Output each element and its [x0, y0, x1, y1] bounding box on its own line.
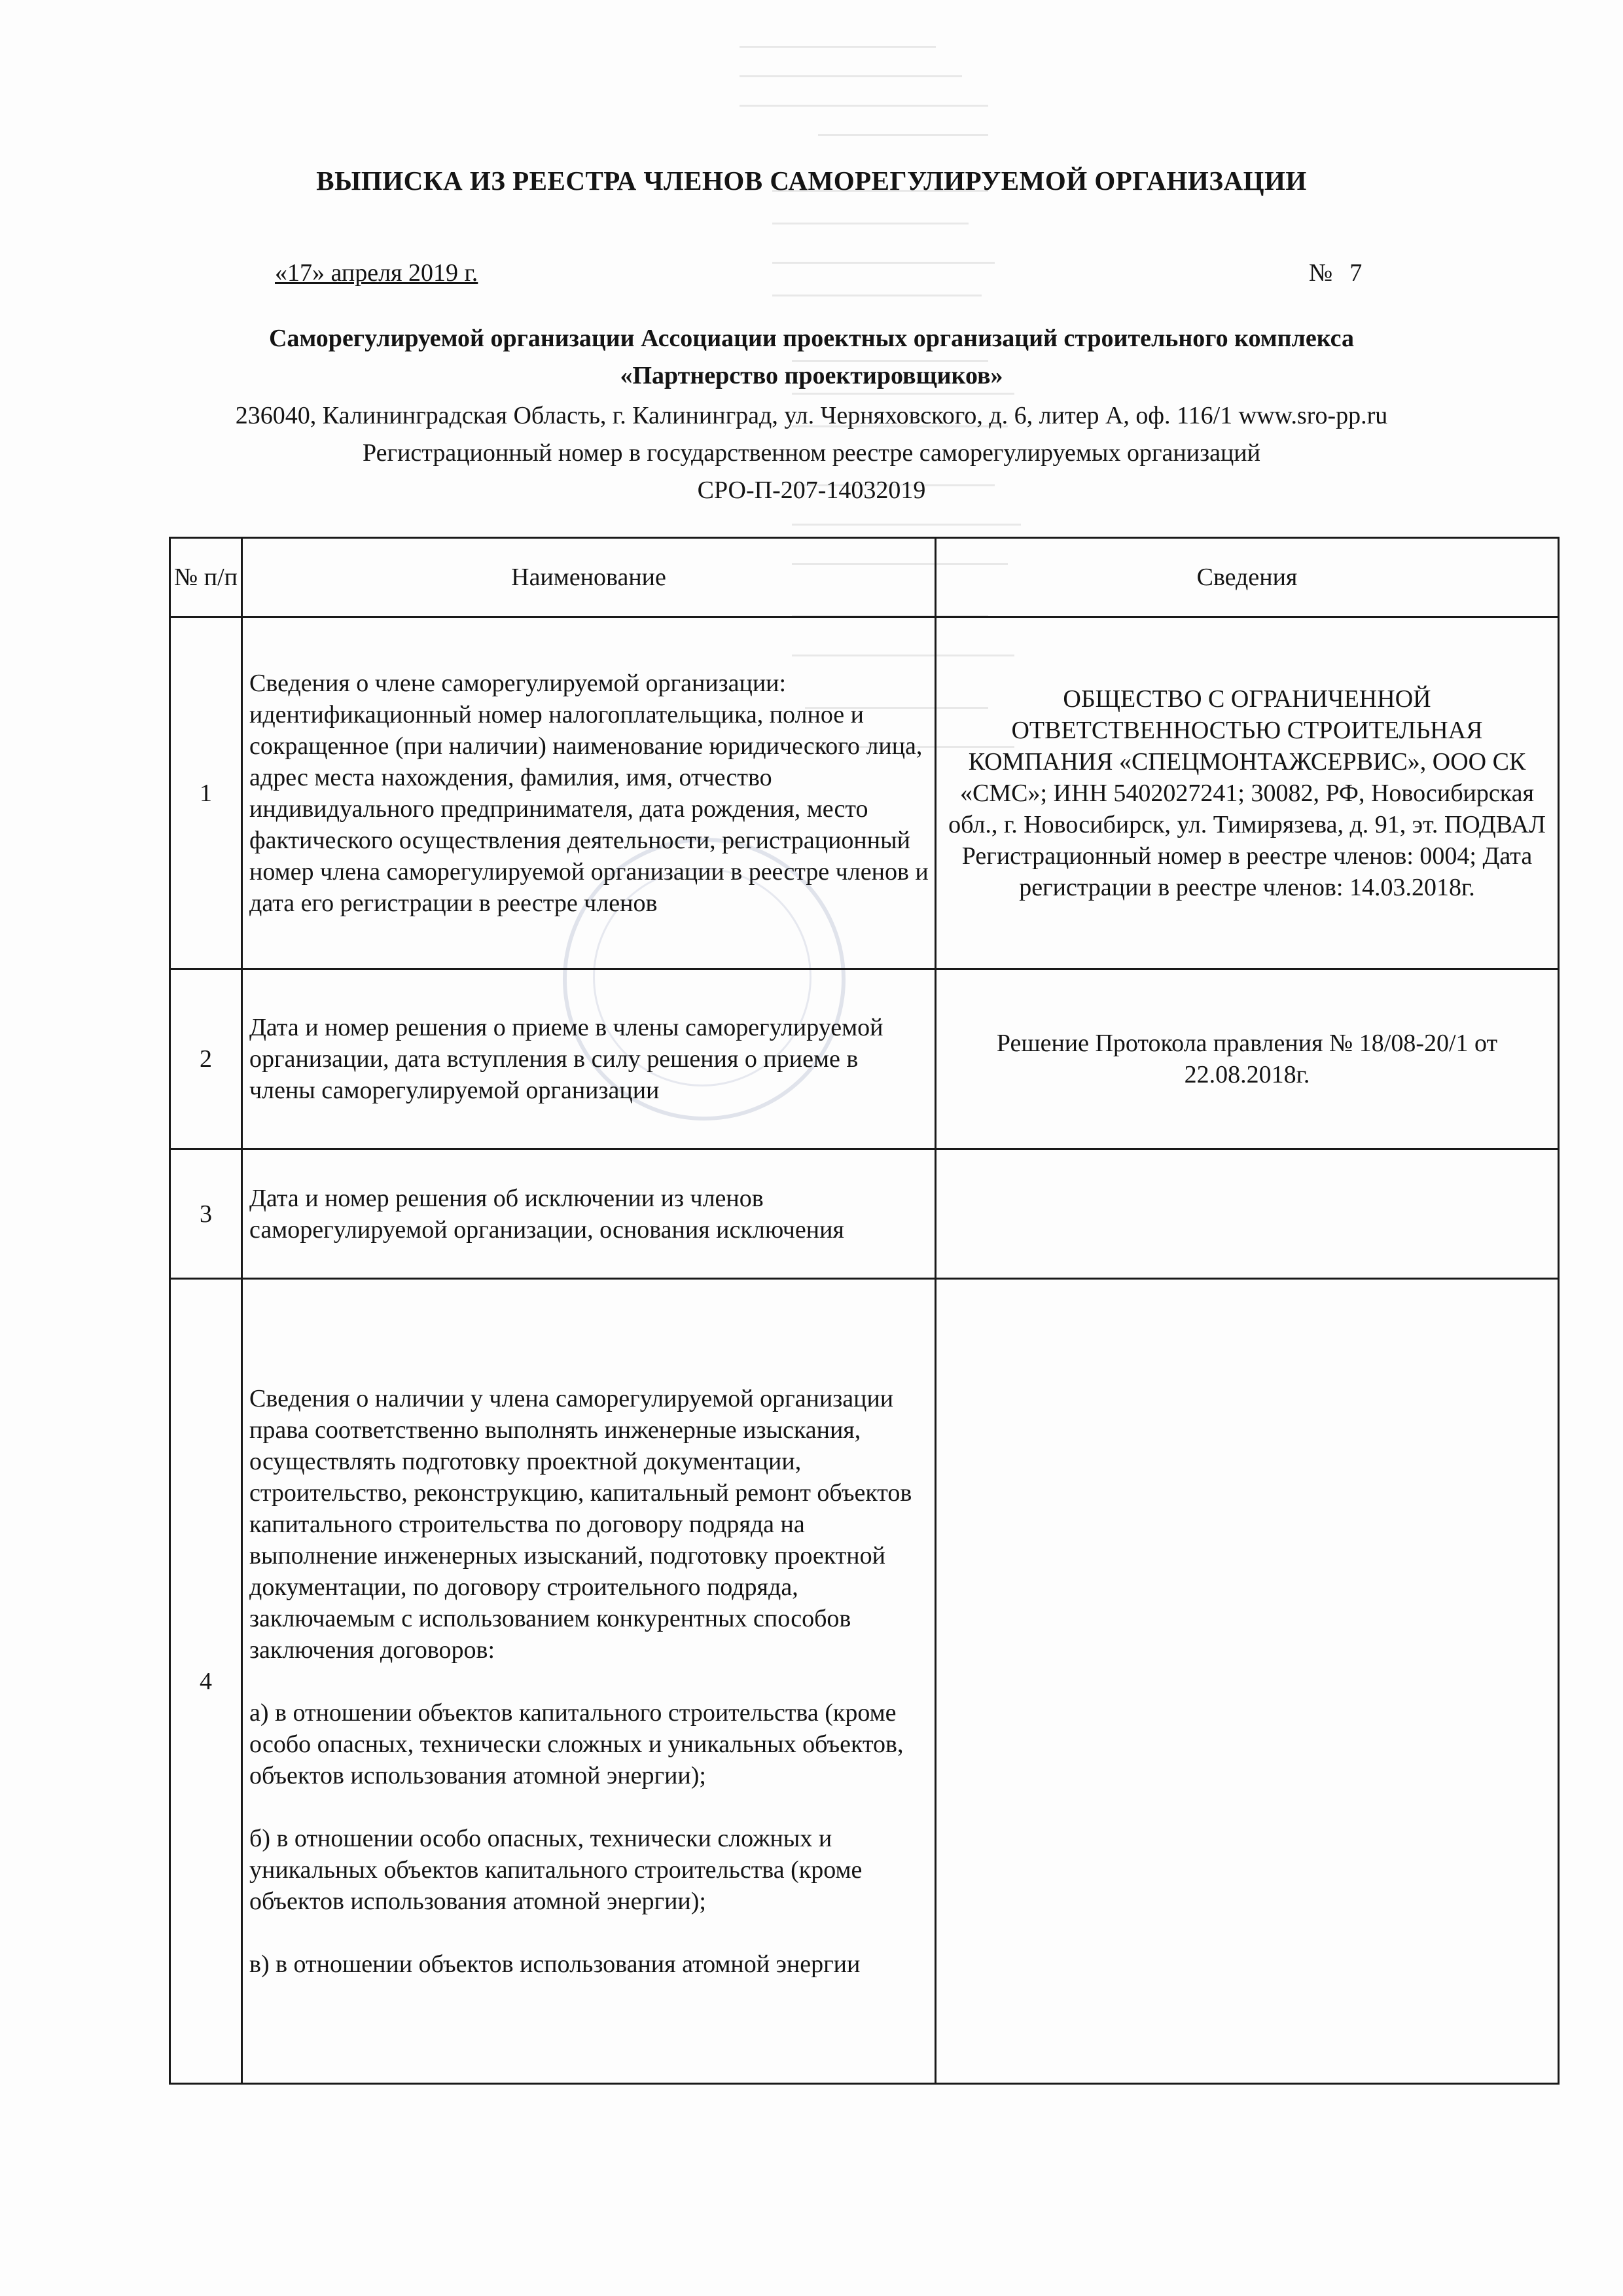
number-value: 7: [1349, 259, 1363, 287]
header-name: Наименование: [242, 538, 936, 617]
row-name-intro: Сведения о наличии у члена саморегулируемой организации права соответственно выполнять инженерные изыскания, осуществлять подготовку проектной документации, строительство, реконструкцию, капитальный ремонт объектов капитального строительства по договору подряда на выполнение инженерных изысканий, подготовку проектной документации, по договору строительного подряда, заключаемым с использованием конкурентных способов заключения договоров:: [249, 1384, 912, 1664]
organization-name-line1: Саморегулируемой организации Ассоциации проектных организаций строительного комплекса: [268, 325, 1355, 352]
row-info: [936, 1279, 1559, 2084]
registry-table: [169, 537, 1560, 2085]
table-row: [170, 617, 1559, 969]
organization-name-line2: «Партнерство проектировщиков»: [620, 362, 1003, 389]
row-number: 1: [170, 617, 242, 969]
table-header-row: [170, 538, 1559, 617]
header-info: Сведения: [936, 538, 1559, 617]
organization-address: 236040, Калининградская Область, г. Калининград, ул. Черняховского, д. 6, литер А, оф. 116/1 www.sro-pp.ru: [235, 402, 1388, 429]
registration-caption: Регистрационный номер в государственном реестре саморегулируемых организаций: [363, 439, 1260, 467]
table-row: [170, 969, 1559, 1149]
table-row: [170, 1279, 1559, 2084]
row-name-item-c: в) в отношении объектов использования атомной энергии: [249, 1950, 861, 1978]
number-sign: №: [1309, 259, 1333, 287]
row-number: 2: [170, 969, 242, 1149]
document-date: «17» апреля 2019 г.: [275, 259, 478, 287]
row-name-item-a: а) в отношении объектов капитального строительства (кроме особо опасных, технически сложных и уникальных объектов, объектов использования атомной энергии);: [249, 1698, 904, 1789]
row-info: [936, 1149, 1559, 1279]
row-info: ОБЩЕСТВО С ОГРАНИЧЕННОЙ ОТВЕТСТВЕННОСТЬЮ СТРОИТЕЛЬНАЯ КОМПАНИЯ «СПЕЦМОНТАЖСЕРВИС», ООО СК «СМС»; ИНН 5402027241; 30082, РФ, Новосибирская обл., г. Новосибирск, ул. Тимирязева, д. 91, эт. ПОДВАЛ Регистрационный номер в реестре членов: 0004; Дата регистрации в реестре членов: 14.03.2018г.: [936, 617, 1559, 969]
row-name: Дата и номер решения об исключении из членов саморегулируемой организации, основания исключения: [242, 1149, 936, 1279]
document-title: ВЫПИСКА ИЗ РЕЕСТРА ЧЛЕНОВ САМОРЕГУЛИРУЕМОЙ ОРГАНИЗАЦИИ: [316, 166, 1307, 196]
row-info: Решение Протокола правления № 18/08-20/1 от 22.08.2018г.: [936, 969, 1559, 1149]
registration-number: СРО-П-207-14032019: [697, 476, 926, 504]
row-name-item-b: б) в отношении особо опасных, технически сложных и уникальных объектов капитального строительства (кроме объектов использования атомной энергии);: [249, 1824, 863, 1915]
table-row: [170, 1149, 1559, 1279]
header-number: № п/п: [170, 538, 242, 617]
row-number: 4: [170, 1279, 242, 2084]
row-number: 3: [170, 1149, 242, 1279]
document-number: [1309, 259, 1379, 287]
row-name: Сведения о члене саморегулируемой организации: идентификационный номер налогоплательщика, полное и сокращенное (при наличии) наименование юридического лица, адрес места нахождения, фамилия, имя, отчество индивидуального предпринимателя, дата рождения, место фактического осуществления деятельности, регистрационный номер члена саморегулируемой организации в реестре членов и дата его регистрации в реестре членов: [242, 617, 936, 969]
row-name: [242, 1279, 936, 2084]
row-name: Дата и номер решения о приеме в члены саморегулируемой организации, дата вступления в силу решения о приеме в члены саморегулируемой организации: [242, 969, 936, 1149]
